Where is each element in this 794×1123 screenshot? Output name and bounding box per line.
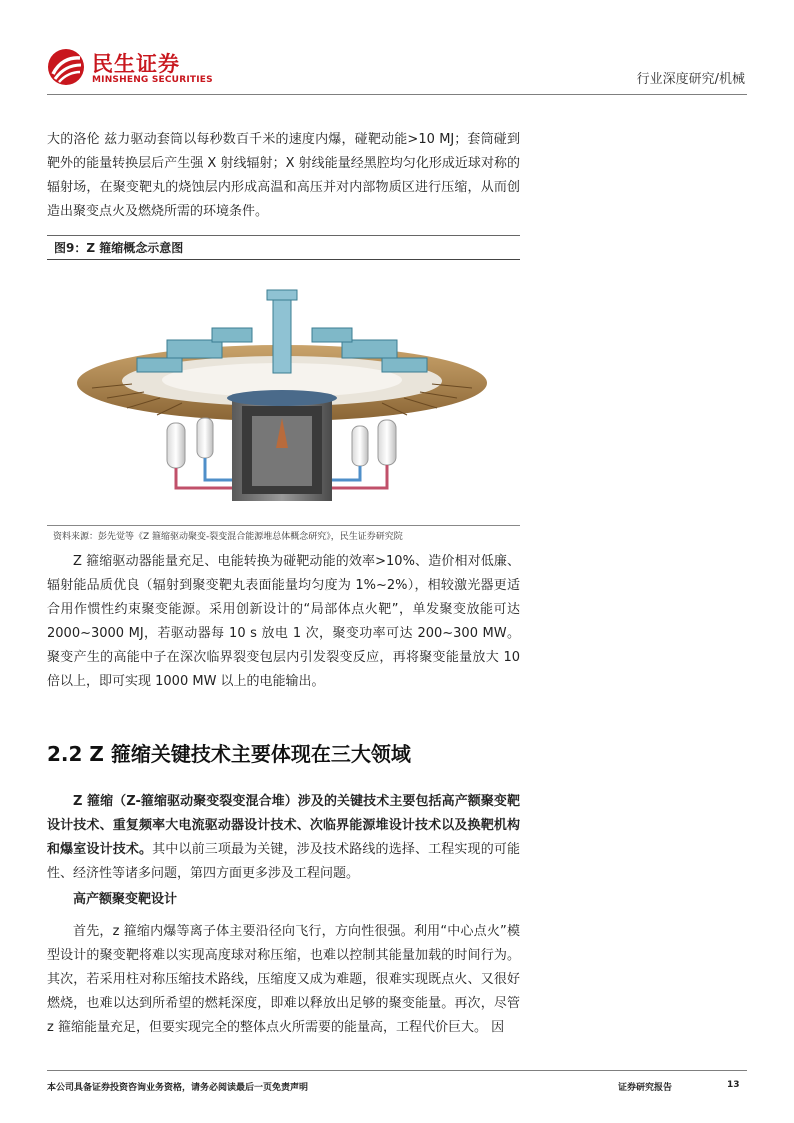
body-paragraph-1: 大的洛伦 兹力驱动套筒以每秒数百千米的速度内爆，碰靶动能>10 MJ；套筒碰到靶外的能量转换层后产生强 X 射线辐射；X 射线能量经黑腔均匀化形成近球对称的辐射场，在聚变靶丸的烧蚀层内形成高温和高压并对内部物质区进行压缩，从而创造出聚变点火及燃烧所需的环境条件。 [47,132,520,219]
report-category: 行业深度研究/机械 [636,72,745,87]
footer-divider [47,1070,747,1071]
page-header [47,44,747,94]
header-divider [47,94,747,95]
section-title: 2.2 Z 箍缩关键技术主要体现在三大领域 [47,742,411,766]
source-divider [47,525,520,526]
page-number: 13 [727,1080,740,1090]
body-paragraph-4: 首先，z 箍缩内爆等离子体主要沿径向飞行，方向性很强。利用“中心点火”模型设计的聚变靶将难以实现高度球对称压缩，也难以控制其能量加载的时间行为。其次，若采用柱对称压缩技术路线，压缩度又成为难题，很难实现既点火、又很好燃烧，也难以达到所希望的燃耗深度，即难以释放出足够的聚变能量。再次，尽管 z 箍缩能量充足，但要实现完全的整体点火所需要的能量高，工程代价巨大。 因 [47,924,520,1035]
footer-report-type: 证券研究报告 [618,1083,673,1093]
subsection-title: 高产额聚变靶设计 [73,892,178,907]
key-technologies-text: 其中以前三项最为关键，涉及技术路线的选择、工程实现的可能性、经济性等诸多问题，第四方面更多涉及工程问题。 [47,842,520,881]
figure-title: 图9：Z 箍缩概念示意图 [54,241,184,255]
minsheng-logo-icon [47,48,85,86]
key-technologies-bold-text: Z 箍缩（Z-箍缩驱动聚变裂变混合堆）涉及的关键技术主要包括高产额聚变靶设计技术、重复频率大电流驱动器设计技术、次临界能源堆设计技术以及换靶机构和爆室设计技术。 [47,794,520,857]
figure-title-bar [47,235,520,260]
body-paragraph-3 [47,790,520,886]
brand-name-cn: 民生证券 [92,52,180,76]
z-pinch-concept-illustration [62,288,502,513]
body-paragraph-2: Z 箍缩驱动器能量充足、电能转换为碰靶动能的效率>10%、造价相对低廉、辐射能品质优良（辐射到聚变靶丸表面能量均匀度为 1%~2%），相较激光器更适合用作惯性约束聚变能源。采用创新设计的“局部体点火靶”，单发聚变放能可达 2000~3000 MJ，若驱动器每 10 s 放电 1 次，聚变功率可达 200~300 MW。聚变产生的高能中子在深次临界裂变包层内引发裂变反应，再将聚变能量放大 10 倍以上，即可实现 1000 MW 以上的电能输出。 [47,554,520,689]
footer-disclaimer: 本公司具备证券投资咨询业务资格，请务必阅读最后一页免责声明 [47,1083,309,1093]
brand-name-en: MINSHENG SECURITIES [92,75,213,85]
figure-source: 资料来源：彭先觉等《Z 箍缩驱动聚变-裂变混合能源堆总体概念研究》，民生证券研究院 [53,532,403,542]
